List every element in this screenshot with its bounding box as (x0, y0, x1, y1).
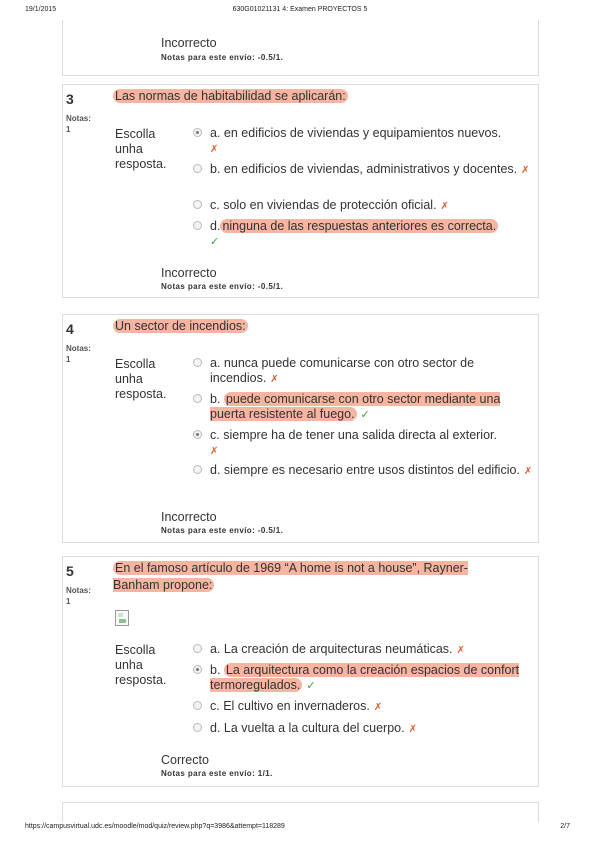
check-icon: ✓ (210, 236, 220, 248)
wrong-icon: ✗ (210, 446, 219, 457)
wrong-icon: ✗ (456, 645, 465, 656)
result-text: Incorrecto (161, 36, 217, 50)
option-a[interactable]: a. en edificios de viviendas y equipamientos nuevos. ✗ (193, 126, 538, 157)
radio-button[interactable] (193, 430, 202, 439)
radio-button[interactable] (193, 394, 202, 403)
radio-button[interactable] (193, 465, 202, 474)
print-footer (0, 823, 600, 835)
question-number: 3 (66, 91, 74, 107)
notas-label: Notas: (66, 114, 91, 123)
question-card-5 (62, 556, 539, 787)
notas-envio: Notas para este envío: -0.5/1. (161, 53, 284, 62)
option-d[interactable]: d. ninguna de las respuestas anteriores es correcta. ✓ (193, 219, 538, 250)
radio-button[interactable] (193, 128, 202, 137)
radio-button[interactable] (193, 701, 202, 710)
notas-envio: Notas para este envío: -0.5/1. (161, 282, 284, 291)
print-url: https://campusvirtual.udc.es/moodle/mod/quiz/review.php?q=3986&attempt=118289 (25, 823, 285, 830)
question-card-3 (62, 84, 539, 298)
wrong-icon: ✗ (408, 724, 417, 735)
broken-image-icon (115, 610, 129, 626)
question-card-fragment (62, 20, 539, 76)
option-d[interactable]: d. La vuelta a la cultura del cuerpo. ✗ (193, 721, 538, 737)
notas-envio: Notas para este envío: -0.5/1. (161, 526, 284, 535)
option-b[interactable]: b. en edificios de viviendas, administrativos y docentes. ✗ (193, 162, 538, 178)
radio-button[interactable] (193, 164, 202, 173)
question-card-next (62, 802, 539, 822)
radio-button[interactable] (193, 723, 202, 732)
option-c[interactable]: c. siempre ha de tener una salida directa al exterior. ✗ (193, 428, 538, 459)
radio-button[interactable] (193, 644, 202, 653)
wrong-icon: ✗ (373, 702, 383, 713)
option-a[interactable]: a. La creación de arquitecturas neumáticas. ✗ (193, 642, 538, 658)
question-number: 5 (66, 563, 74, 579)
notas-value: 1 (66, 355, 71, 364)
question-text: En el famoso artículo de 1969 “A home is not a house”, Rayner-Banham propone: (113, 561, 468, 592)
print-header (0, 6, 600, 18)
result-text: Correcto (161, 753, 209, 767)
radio-button[interactable] (193, 358, 202, 367)
escolla-label: Escolla unha resposta. (115, 643, 167, 687)
notas-value: 1 (66, 597, 71, 606)
radio-button[interactable] (193, 665, 202, 674)
radio-button[interactable] (193, 200, 202, 209)
notas-label: Notas: (66, 586, 91, 595)
option-c[interactable]: c. El cultivo en invernaderos. ✗ (193, 699, 538, 715)
option-a[interactable]: a. nunca puede comunicarse con otro sector de incendios. ✗ (193, 356, 538, 387)
result-text: Incorrecto (161, 510, 217, 524)
wrong-icon: ✗ (270, 374, 279, 385)
wrong-icon: ✗ (523, 466, 533, 477)
wrong-icon: ✗ (210, 144, 219, 155)
result-text: Incorrecto (161, 266, 217, 280)
option-c[interactable]: c. solo en viviendas de protección oficial. ✗ (193, 198, 538, 214)
check-icon: ✓ (306, 680, 316, 692)
wrong-icon: ✗ (440, 201, 449, 212)
notas-value: 1 (66, 125, 71, 134)
escolla-label: Escolla unha resposta. (115, 127, 167, 171)
escolla-label: Escolla unha resposta. (115, 357, 167, 401)
option-b[interactable]: b. puede comunicarse con otro sector mediante una puerta resistente al fuego. ✓ (193, 392, 538, 423)
option-b[interactable]: b. La arquitectura como la creación espacios de confort termoregulados. ✓ (193, 663, 538, 694)
radio-button[interactable] (193, 221, 202, 230)
question-card-4 (62, 314, 539, 543)
wrong-icon: ✗ (521, 165, 530, 176)
page-number: 2/7 (560, 823, 570, 830)
check-icon: ✓ (360, 409, 370, 421)
print-date: 19/1/2015 (25, 6, 57, 13)
notas-label: Notas: (66, 344, 91, 353)
question-text: Las normas de habitabilidad se aplicarán: (115, 89, 346, 103)
question-text: Un sector de incendios: (115, 319, 246, 333)
print-title: 630G01021131 4: Examen PROYECTOS 5 (232, 6, 368, 13)
option-d[interactable]: d. siempre es necesario entre usos distintos del edificio. ✗ (193, 463, 538, 479)
notas-envio: Notas para este envío: 1/1. (161, 769, 273, 778)
question-number: 4 (66, 321, 74, 337)
